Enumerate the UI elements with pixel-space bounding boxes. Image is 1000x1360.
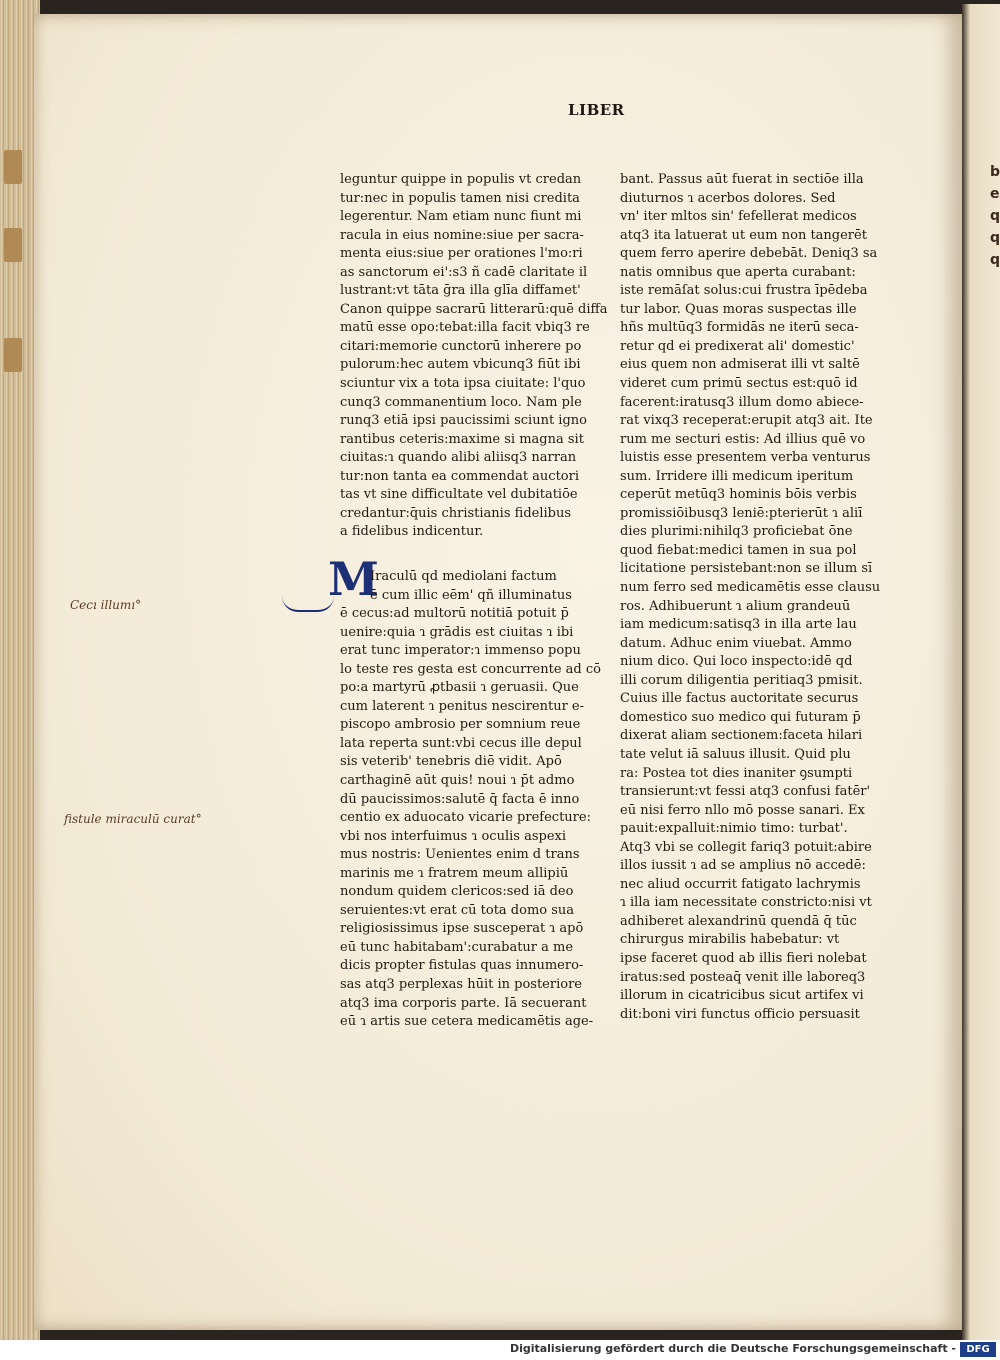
text-line: lo teste res gesta est concurrente ad cō <box>340 661 601 677</box>
text-line: dixerat aliam sectionem:faceta hilari <box>620 728 863 744</box>
text-line: licitatione persistebant:non se illum sī <box>620 561 873 577</box>
text-line: marinis me ɿ fratrem meum allipiū <box>340 865 569 881</box>
text-line: luistis esse presentem verba venturus <box>620 450 871 466</box>
text-line: rantibus ceteris:maxime si magna sit <box>340 431 584 447</box>
text-line: ros. Adhibuerunt ɿ alium grandeuū <box>620 598 851 614</box>
text-line: iratus:sed posteaq̄ venit ille laboreq3 <box>620 969 866 985</box>
text-line: datum. Adhuc enim viuebat. Ammo <box>620 635 852 651</box>
text-line: cunq3 commanentium loco. Nam ple <box>340 394 582 410</box>
footer-credit: Digitalisierung gefördert durch die Deutsche Forschungsgemeinschaft - <box>509 1342 956 1355</box>
text-line: adhiberet alexandrinū quendā q̄ tūc <box>620 913 857 929</box>
text-line: tas vt sine difficultate vel dubitatiōe <box>340 487 578 503</box>
text-line: dū paucissimos:salutē q̄ facta ē inno <box>340 791 580 807</box>
text-line: ē cum illic eēm' qñ illuminatus <box>370 587 572 603</box>
text-line: quod fiebat:medici tamen in sua pol <box>620 542 857 558</box>
text-line: iam medicum:satisq3 in illa arte lau <box>620 617 857 633</box>
left-column-top <box>340 171 608 542</box>
text-line: mus nostris: Uenientes enim d trans <box>340 847 580 863</box>
text-line: pauit:expalluit:nimio timo: turbat'. <box>620 821 848 837</box>
text-line: Atq3 vbi se collegit fariq3 potuit:abire <box>620 839 872 855</box>
margin-note: Cecı illumı° <box>70 598 142 612</box>
page-tab <box>4 338 22 372</box>
text-line: seruientes:vt erat cū tota domo sua <box>340 902 575 918</box>
text-line: nec aliud occurrit fatigato lachrymis <box>620 876 861 892</box>
text-line: eū tunc habitabam':curabatur a me <box>340 939 574 955</box>
text-line: num ferro sed medicamētis esse clausu <box>620 580 881 596</box>
text-line: nondum quidem clericos:sed iā deo <box>340 884 574 900</box>
left-column-bottom <box>340 568 601 1032</box>
text-line: sum. Irridere illi medicum iperitum <box>620 468 854 484</box>
text-line: dies plurimi:nihilq3 proficiebat ōne <box>620 524 853 540</box>
text-line: tur:nec in populis tamen nisi credita <box>340 190 580 206</box>
text-line: retur qd ei predixerat ali' domestic' <box>620 338 855 354</box>
text-line: piscopo ambrosio per somnium reue <box>340 717 581 733</box>
text-line: a fidelibus indicentur. <box>340 524 484 540</box>
text-line: Canon quippe sacrarū litterarū:quē diffa <box>340 301 608 317</box>
text-line: centio ex aduocato vicarie prefecture: <box>340 810 591 826</box>
text-line: ē cecus:ad multorū notitiā potuit p̄ <box>340 606 569 622</box>
text-line: tate velut iā saluus illusit. Quid plu <box>620 746 851 762</box>
text-line: pulorum:hec autem vbicunq3 fiūt ibi <box>340 357 581 373</box>
dfg-logo: DFG <box>960 1342 996 1357</box>
next-page-letter: q <box>990 208 1000 224</box>
text-line: citari:memorie cunctorū inherere po <box>340 338 582 354</box>
text-line: Cuius ille factus auctoritate securus <box>620 691 859 707</box>
next-page-letter: b <box>990 164 1000 180</box>
text-line: illi corum diligentia peritiaq3 pmisit. <box>620 672 863 688</box>
text-line: sciuntur vix a tota ipsa ciuitate: l'quo <box>340 376 586 392</box>
text-line: eū nisi ferro nllo mō posse sanari. Ex <box>620 802 865 818</box>
text-line: menta eius:siue per orationes l'mo:ri <box>340 246 583 262</box>
text-line: sas atq3 perplexas hūit in posteriore <box>340 977 582 993</box>
text-line: erat tunc imperator:ɿ immenso popu <box>340 643 581 659</box>
text-line: ɿ illa iam necessitate constricto:nisi vt <box>620 895 872 911</box>
text-line: racula in eius nomine:siue per sacra- <box>340 227 584 243</box>
text-line: matū esse opo:tebat:illa facit vbiq3 re <box>340 320 590 336</box>
text-line: nium dico. Qui loco inspecto:idē qd <box>620 654 853 670</box>
footer-bar <box>0 1340 1000 1360</box>
text-line: atq3 ita latuerat ut eum non tangerēt <box>620 227 867 243</box>
text-line: domestico suo medico qui futuram p̄ <box>620 709 861 725</box>
next-page-edge <box>962 4 1000 1340</box>
page-tab <box>4 228 22 262</box>
text-line: eū ɿ artis sue cetera medicamētis age- <box>340 1014 594 1030</box>
text-line: tur labor. Quas moras suspectas ille <box>620 301 857 317</box>
text-line: leguntur quippe in populis vt credan <box>340 172 582 187</box>
next-page-letter: q <box>990 230 1000 246</box>
text-line: iste remāſat solus:cui frustra īpēdeba <box>620 283 868 299</box>
text-line: credantur:q̄uis christianis fidelibus <box>340 505 572 521</box>
text-line: carthaginē aūt quis! noui ɿ p̄t admo <box>340 773 575 789</box>
text-line: atq3 ima corporis parte. Iā secuerant <box>340 995 587 1011</box>
text-line: rat vixq3 receperat:erupit atq3 ait. Ite <box>620 413 873 429</box>
right-column <box>620 171 881 1024</box>
text-line: rum me secturi estis: Ad illius quē vo <box>620 431 866 447</box>
text-line: dit:boni viri functus officio persuasit <box>620 1006 860 1022</box>
text-line: promissiōibusq3 leniē:pterierūt ɿ aliī <box>620 505 863 521</box>
text-line: as sanctorum ei':s3 ñ cadē claritate il <box>340 264 588 280</box>
text-line: ra: Postea tot dies inaniter ꝯsumpti <box>620 765 853 781</box>
page-tab <box>4 150 22 184</box>
text-line: dicis propter fistulas quas innumero- <box>340 958 584 974</box>
text-line: lata reperta sunt:vbi cecus ille depul <box>340 735 582 751</box>
text-line: hñs multūq3 formidās ne iterū seca- <box>620 320 859 336</box>
text-line: vn' iter mltos sin' fefellerat medicos <box>620 209 857 225</box>
text-line: uenire:quia ɿ grādis est ciuitas ɿ ibi <box>340 624 574 640</box>
text-line: illos iussit ɿ ad se amplius nō accedē: <box>620 858 866 874</box>
text-line: Iraculū qd mediolani factum <box>370 569 557 584</box>
margin-note: fistule miraculū curat° <box>64 812 202 826</box>
text-line: tur:non tanta ea commendat auctori <box>340 468 580 484</box>
text-line: ciuitas:ɿ quando alibi aliisq3 narran <box>340 450 577 466</box>
text-line: vbi nos interfuimus ɿ oculis aspexi <box>340 828 567 844</box>
text-line: po:a martyrū ꝓtbasii ɿ geruasii. Que <box>340 680 579 696</box>
text-line: transierunt:vt fessi atq3 confusi fatēr' <box>620 784 871 800</box>
text-line: illorum in cicatricibus sicut artifex vi <box>620 988 864 1004</box>
text-line: ceperūt metūq3 hominis bōis verbis <box>620 487 857 503</box>
text-line: videret cum primū sectus est:quō id <box>620 376 858 392</box>
text-line: eius quem non admiserat illi vt saltē <box>620 357 860 373</box>
text-line: diuturnos ɿ acerbos dolores. Sed <box>620 190 836 206</box>
illuminated-initial: M <box>328 552 379 606</box>
text-line: chirurgus mirabilis habebatur: vt <box>620 932 840 948</box>
initial-flourish <box>282 596 334 612</box>
text-line: legerentur. Nam etiam nunc fiunt mi <box>340 209 582 225</box>
running-head: LIBER <box>568 101 625 119</box>
text-line: natis omnibus que aperta curabant: <box>620 264 856 280</box>
text-line: ipse faceret quod ab illis fieri nolebat <box>620 950 867 966</box>
text-line: quem ferro aperire debebāt. Deniq3 sa <box>620 246 878 262</box>
text-line: facerent:iratusq3 illum domo abiece- <box>620 394 864 410</box>
text-line: religiosissimus ipse susceperat ɿ apō <box>340 921 584 937</box>
text-line: cum laterent ɿ penitus nescirentur e- <box>340 698 585 714</box>
text-line: runq3 etiā ipsi paucissimi sciunt igno <box>340 413 587 429</box>
text-line: sis veterib' tenebris diē vidit. Apō <box>340 754 562 770</box>
text-line: bant. Passus aūt fuerat in sectiōe illa <box>620 172 864 187</box>
next-page-letter: e <box>990 186 1000 202</box>
next-page-letter: q <box>990 252 1000 268</box>
text-line: lustrant:vt tāta ḡra illa glīa diffamet' <box>340 283 581 299</box>
